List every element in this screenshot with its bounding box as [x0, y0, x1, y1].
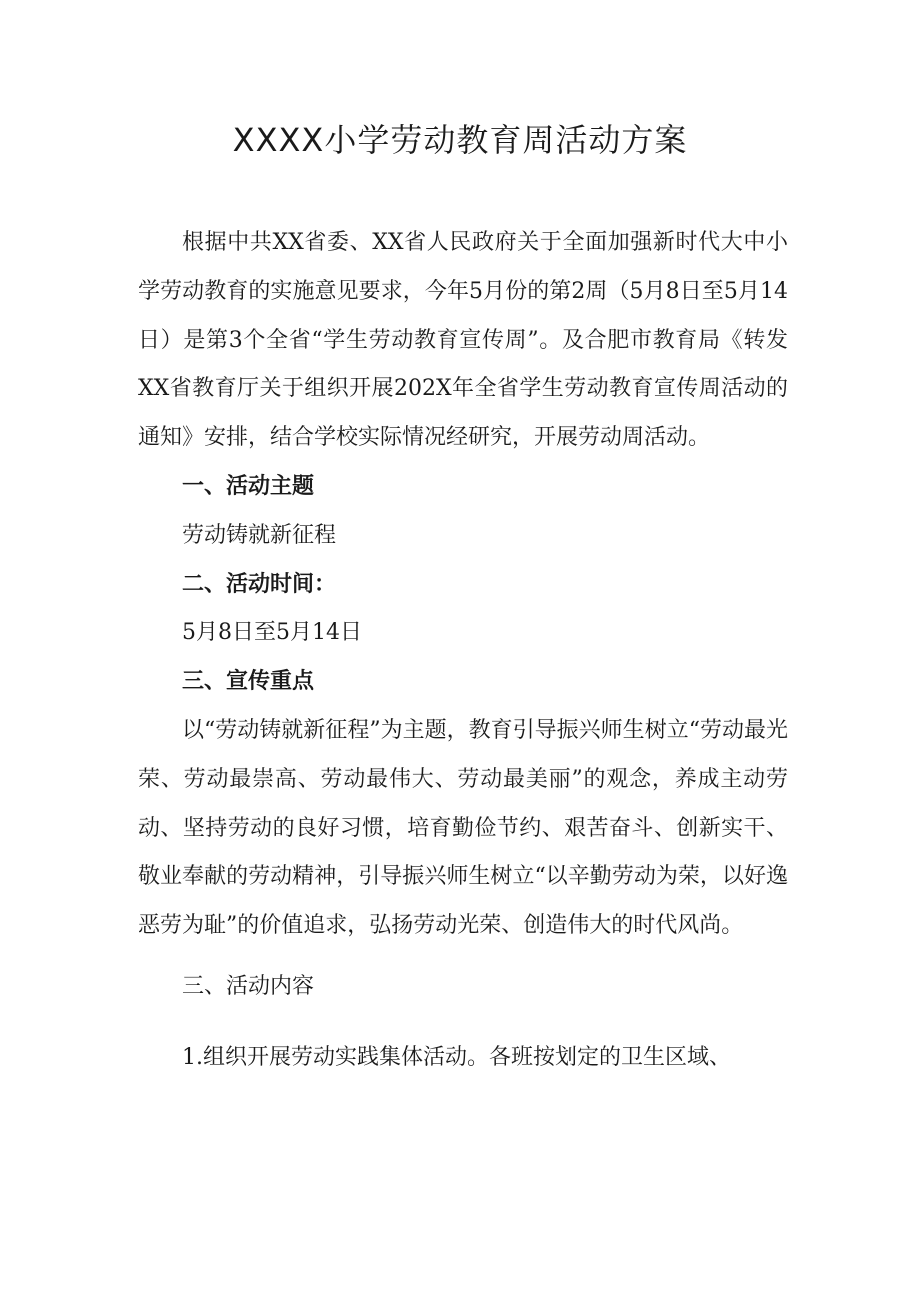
- intro-paragraph: 根据中共XX省委、XX省人民政府关于全面加强新时代大中小学劳动教育的实施意见要求，今年5月份的第2周（5月8日至5月14日）是第3个全省“学生劳动教育宣传周”。及合肥市教育局《转发XX省教育厅关于组织开展202X年全省学生劳动教育宣传周活动的通知》安排，结合学校实际情况经研究，开展劳动周活动。: [138, 230, 788, 451]
- section-text-focus: 以“劳动铸就新征程”为主题，教育引导振兴师生树立“劳动最光荣、劳动最崇高、劳动最伟大、劳动最美丽”的观念，养成主动劳动、坚持劳动的良好习惯，培育勤俭节约、艰苦奋斗、创新实干、敬业奉献的劳动精神，引导振兴师生树立“以辛勤劳动为荣，以好逸恶劳为耻”的价值追求，弘扬劳动光荣、创造伟大的时代风尚。: [138, 717, 788, 939]
- section-heading-time: 二、活动时间：: [182, 571, 337, 597]
- section-heading-focus: 三、宣传重点: [182, 669, 315, 695]
- content-item-1: 1.组织开展劳动实践集体活动。各班按划定的卫生区域、: [182, 1044, 731, 1070]
- document-body: [138, 219, 788, 1083]
- section-text-time: 5月8日至5月14日: [182, 620, 362, 646]
- document-title: XXXX小学劳动教育周活动方案: [232, 121, 688, 159]
- content-heading: 三、活动内容: [182, 973, 315, 999]
- section-heading-theme: 一、活动主题: [182, 473, 315, 499]
- section-text-theme: 劳动铸就新征程: [182, 522, 337, 548]
